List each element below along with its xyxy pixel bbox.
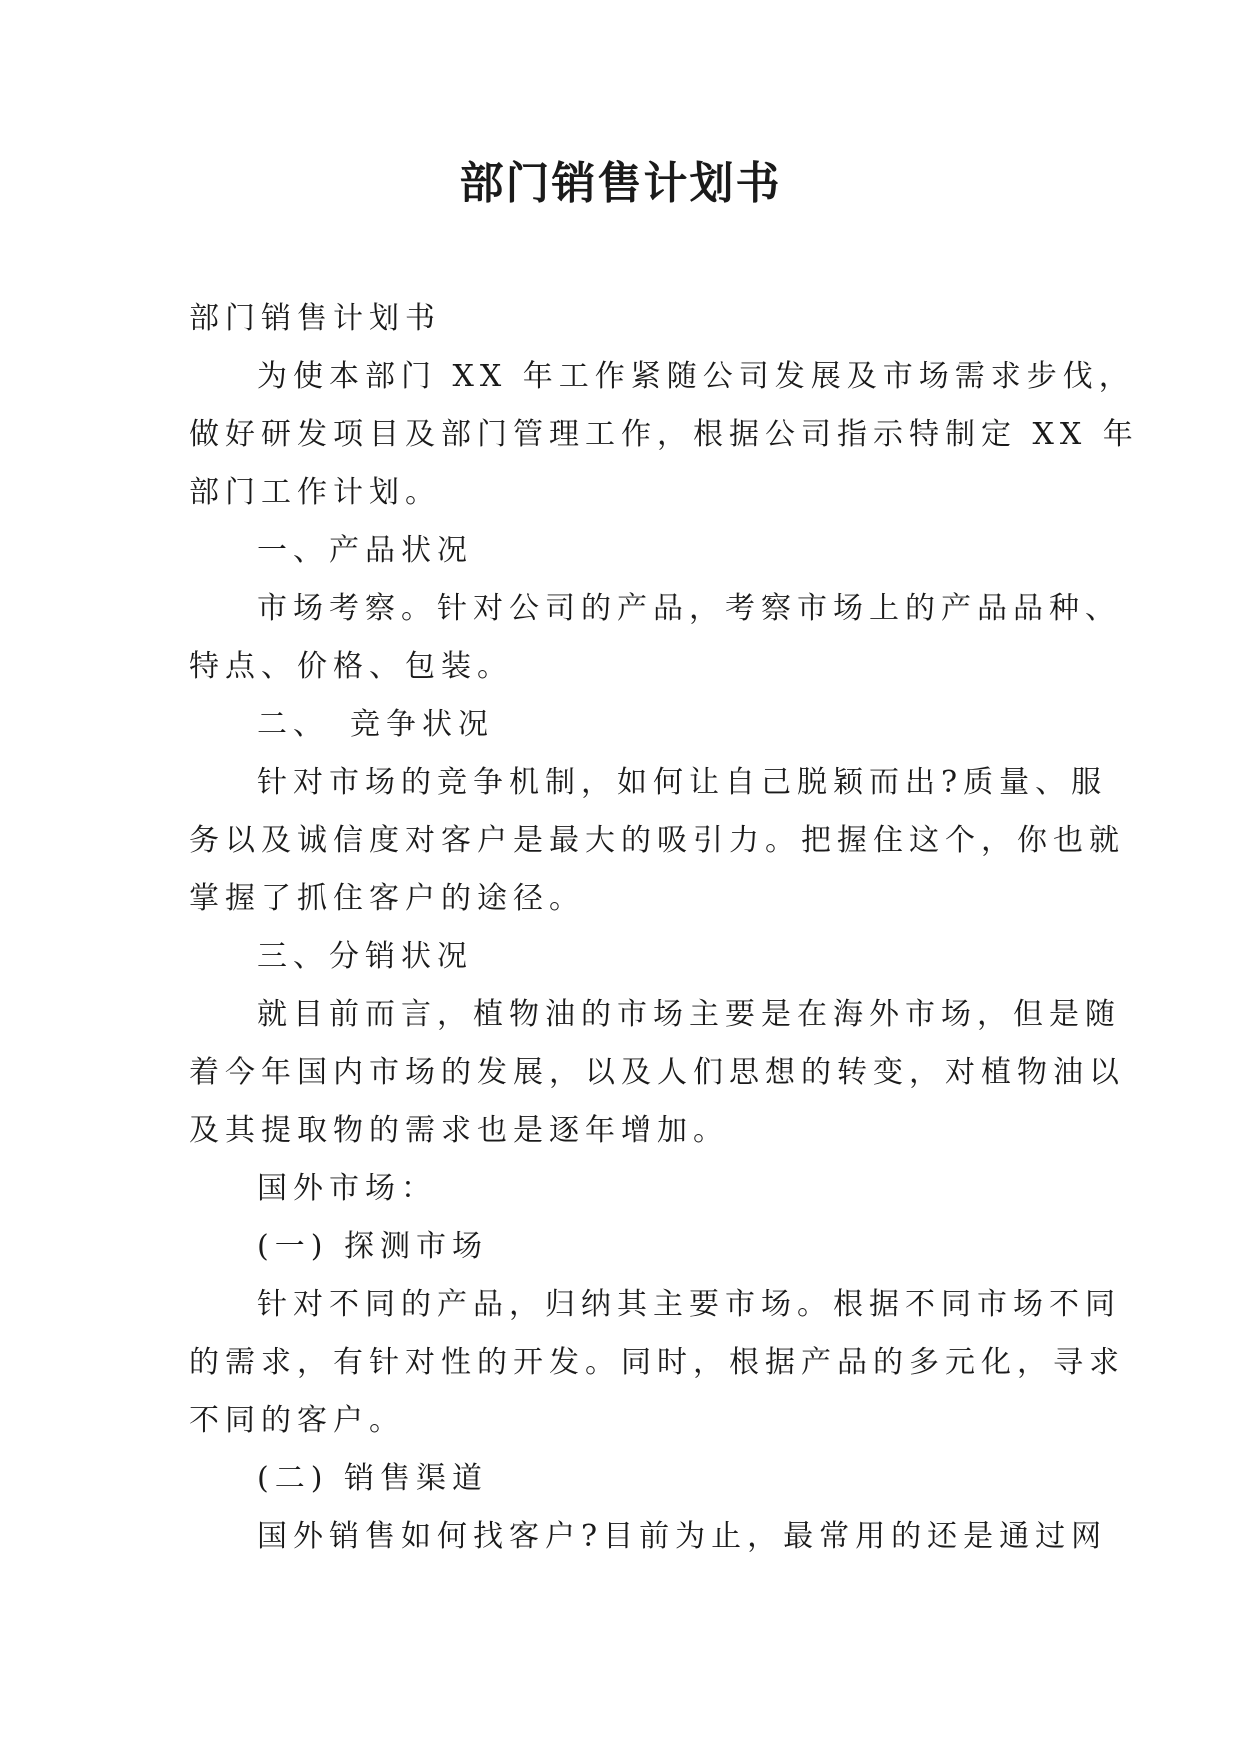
section-heading-product: 一、产品状况 bbox=[257, 533, 473, 568]
subheading-sales-channel: (二) 销售渠道 bbox=[257, 1461, 488, 1496]
line-3: 做好研发项目及部门管理工作，根据公司指示特制定 XX 年 bbox=[189, 417, 1139, 452]
line-2: 为使本部门 XX 年工作紧随公司发展及市场需求步伐， bbox=[257, 359, 1135, 394]
line-10: 务以及诚信度对客户是最大的吸引力。把握住这个，你也就 bbox=[189, 823, 1125, 858]
subheading-explore-market: (一) 探测市场 bbox=[257, 1229, 488, 1264]
line-6: 市场考察。针对公司的产品，考察市场上的产品品种、 bbox=[257, 591, 1121, 626]
section-heading-competition: 二、 竞争状况 bbox=[257, 707, 494, 742]
line-19: 的需求，有针对性的开发。同时，根据产品的多元化，寻求 bbox=[189, 1345, 1125, 1380]
line-18: 针对不同的产品，归纳其主要市场。根据不同市场不同 bbox=[257, 1287, 1121, 1322]
line-15: 及其提取物的需求也是逐年增加。 bbox=[189, 1113, 729, 1148]
line-13: 就目前而言，植物油的市场主要是在海外市场，但是随 bbox=[257, 997, 1121, 1032]
page-title: 部门销售计划书 bbox=[459, 158, 782, 209]
line-1: 部门销售计划书 bbox=[189, 301, 441, 336]
section-heading-distribution: 三、分销状况 bbox=[257, 939, 473, 974]
line-7: 特点、价格、包装。 bbox=[189, 649, 513, 684]
line-4: 部门工作计划。 bbox=[189, 475, 441, 510]
line-11: 掌握了抓住客户的途径。 bbox=[189, 881, 585, 916]
line-14: 着今年国内市场的发展，以及人们思想的转变，对植物油以 bbox=[189, 1055, 1125, 1090]
line-20: 不同的客户。 bbox=[189, 1403, 405, 1438]
line-9: 针对市场的竞争机制，如何让自己脱颖而出?质量、服 bbox=[257, 765, 1108, 800]
subheading-foreign-market: 国外市场： bbox=[257, 1171, 437, 1206]
line-22: 国外销售如何找客户?目前为止，最常用的还是通过网 bbox=[257, 1519, 1108, 1554]
document-body bbox=[189, 290, 1139, 1566]
